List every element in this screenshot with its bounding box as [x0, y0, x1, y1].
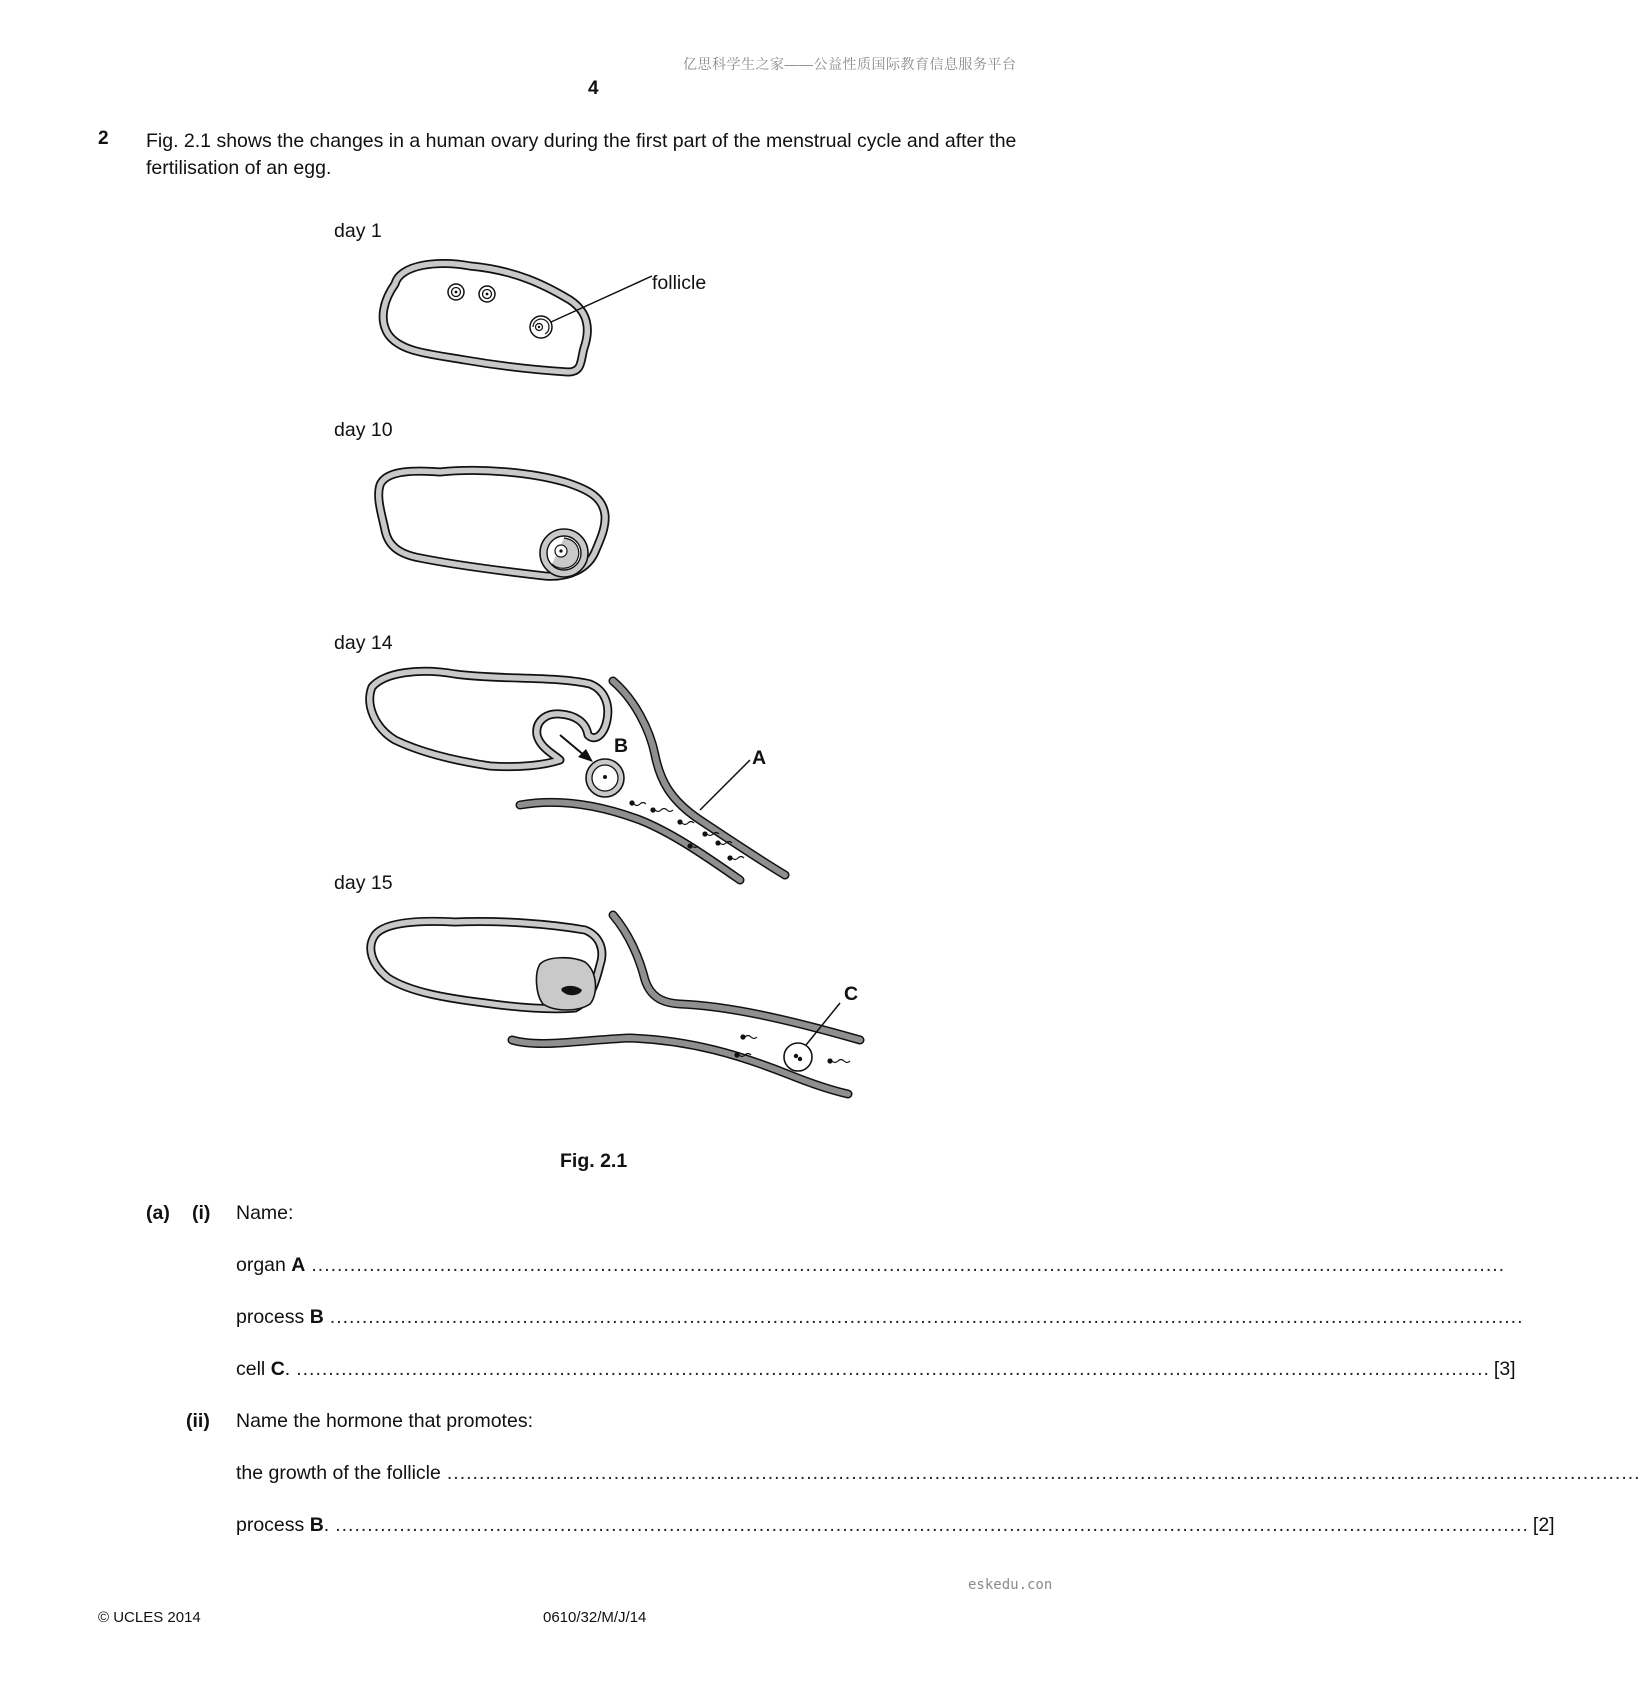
part-a-label: (a)	[146, 1202, 170, 1224]
released-egg	[586, 759, 624, 797]
part-a-i-prompt: Name:	[236, 1202, 294, 1224]
answer-dots: ..........................................................................................................................................................................................	[296, 1358, 1490, 1380]
day-1-label: day 1	[334, 220, 382, 242]
label-c: C	[844, 983, 859, 1005]
answer-prefix: process	[236, 1514, 310, 1536]
answer-bold: B	[309, 1306, 324, 1328]
watermark-text: 亿思科学生之家——公益性质国际教育信息服务平台	[683, 56, 1017, 72]
day-10-label: day 10	[334, 419, 393, 441]
mark-allocation: [3]	[1493, 1358, 1516, 1380]
day-14-ovary	[370, 671, 785, 880]
zygote	[784, 1043, 812, 1071]
part-a-i-label: (i)	[192, 1202, 211, 1224]
answer-line-organ-a[interactable]	[236, 1254, 1506, 1280]
answer-prefix: cell	[236, 1358, 271, 1380]
answer-prefix: organ	[236, 1254, 292, 1276]
answer-line-cell-c[interactable]	[236, 1358, 1516, 1384]
answer-line-process-b[interactable]	[236, 1306, 1524, 1332]
answer-suffix: .	[284, 1358, 291, 1380]
answer-line-process-b-hormone[interactable]	[236, 1514, 1555, 1540]
answer-bold: A	[291, 1254, 306, 1276]
mature-follicle	[540, 529, 588, 577]
corpus-luteum	[536, 958, 595, 1010]
label-a: A	[752, 747, 767, 769]
follicle-small-1	[448, 284, 464, 300]
part-a-ii-prompt: Name the hormone that promotes:	[236, 1410, 533, 1432]
answer-line-follicle-hormone[interactable]	[236, 1462, 1641, 1488]
day-1-ovary	[383, 263, 652, 372]
follicle-small-2	[479, 286, 495, 302]
answer-bold: C	[270, 1358, 285, 1380]
copyright: © UCLES 2014	[98, 1609, 201, 1626]
answer-prefix: process	[236, 1306, 310, 1328]
follicle-label: follicle	[652, 272, 707, 294]
label-a-pointer-line	[700, 760, 750, 810]
figure-caption: Fig. 2.1	[560, 1150, 628, 1172]
site-watermark: eskedu.con	[968, 1577, 1053, 1593]
question-text: Fig. 2.1 shows the changes in a human ovary during the first part of the menstrual cycle and after the fertilisation of an egg.	[146, 130, 1017, 179]
answer-prefix: the growth of the follicle	[236, 1462, 441, 1484]
answer-dots: ..........................................................................................................................................................................................	[329, 1306, 1524, 1328]
day-15-label: day 15	[334, 872, 393, 894]
page-number: 4	[588, 78, 599, 99]
answer-dots: ..........................................................................................................................................................................................	[335, 1514, 1529, 1536]
day-14-label: day 14	[334, 632, 393, 654]
paper-code: 0610/32/M/J/14	[543, 1609, 647, 1626]
part-a-ii-label: (ii)	[186, 1410, 210, 1432]
answer-suffix: .	[323, 1514, 330, 1536]
answer-bold: B	[309, 1514, 324, 1536]
mark-allocation: [2]	[1532, 1514, 1555, 1536]
day-15-ovary	[371, 915, 860, 1094]
follicle-growing	[530, 316, 552, 338]
answer-dots: ..........................................................................................................................................................................................	[311, 1254, 1506, 1276]
ovulation-arrow	[560, 735, 585, 756]
answer-dots: ..........................................................................................................................................................................................	[446, 1462, 1641, 1484]
question-number: 2	[98, 128, 109, 149]
day-10-ovary	[379, 470, 605, 577]
label-b: B	[614, 735, 629, 757]
